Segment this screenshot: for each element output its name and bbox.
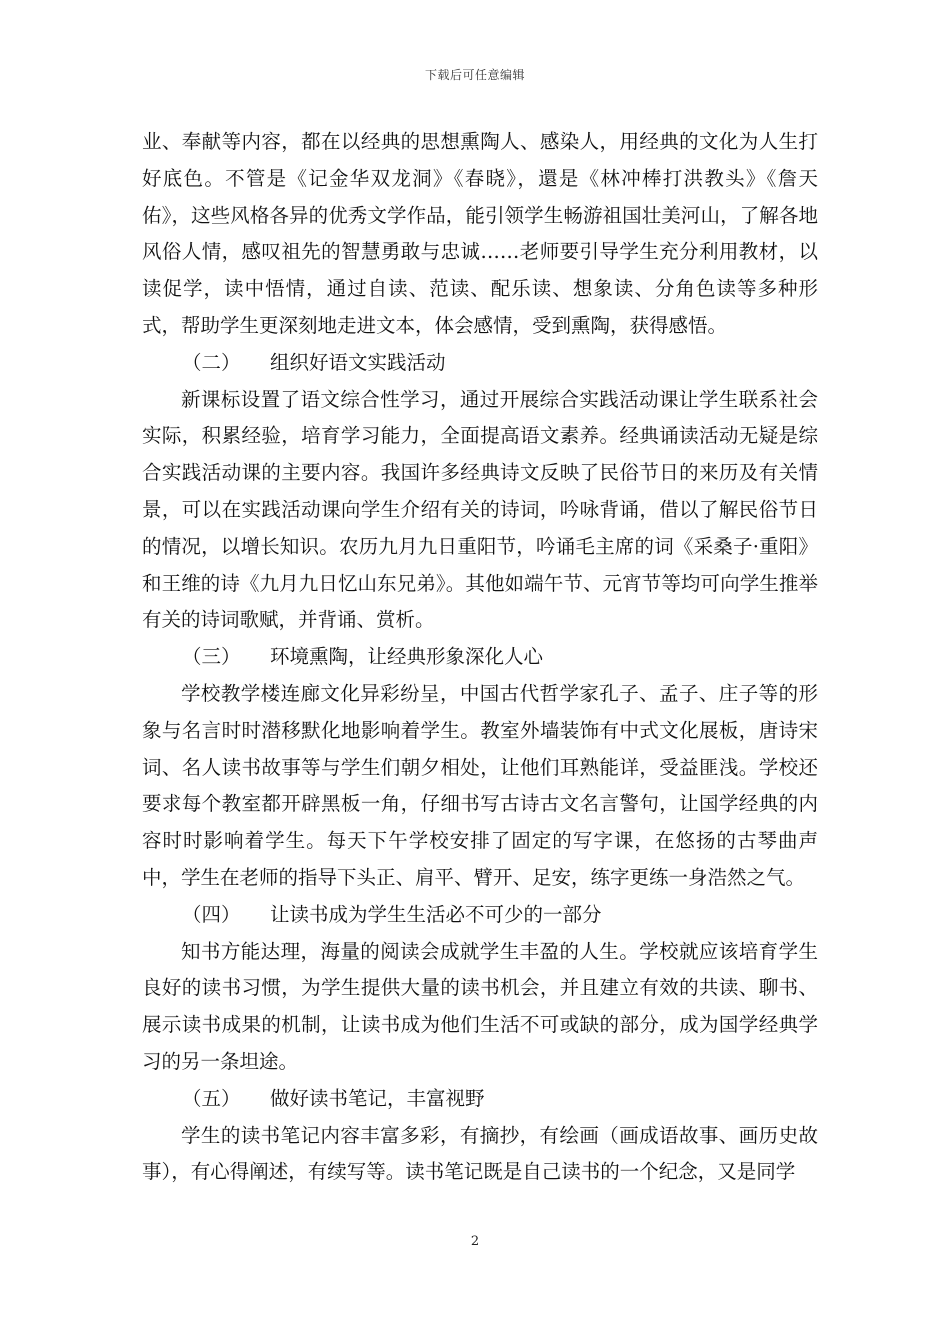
section-number-5: （五） bbox=[182, 1086, 241, 1110]
section-title-5: 做好读书笔记，丰富视野 bbox=[270, 1086, 485, 1110]
paragraph-section-5: 学生的读书笔记内容丰富多彩，有摘抄，有绘画（画成语故事、画历史故事），有心得阐述，有续写等。读书笔记既是自己读书的一个纪念，又是同学 bbox=[142, 1123, 818, 1184]
page-number: 2 bbox=[470, 1234, 480, 1249]
section-heading-4 bbox=[142, 897, 818, 934]
section-title-2: 组织好语文实践活动 bbox=[270, 350, 446, 374]
section-heading-3 bbox=[142, 639, 818, 676]
page-header: 下载后可任意编辑 bbox=[424, 68, 525, 82]
paragraph-continued: 业、奉献等内容，都在以经典的思想熏陶人、感染人，用经典的文化为人生打好底色。不管是《记金华双龙洞》《春晓》，還是《林冲棒打洪教头》《詹天佑》，这些风格各异的优秀文学作品，能引领学生畅游祖国壮美河山，了解各地风俗人情，感叹祖先的智慧勇敢与忠诚……老师要引导学生充分利用教材，以读促学，读中悟情，通过自读、范读、配乐读、想象读、分角色读等多种形式，帮助学生更深刻地走进文本，体会感情，受到熏陶，获得感悟。 bbox=[142, 130, 818, 337]
section-heading-2 bbox=[142, 345, 818, 382]
section-number-3: （三） bbox=[182, 645, 241, 669]
section-number-4: （四） bbox=[182, 902, 241, 926]
section-number-2: （二） bbox=[182, 350, 241, 374]
paragraph-section-2: 新课标设置了语文综合性学习，通过开展综合实践活动课让学生联系社会实际，积累经验，培育学习能力，全面提高语文素养。经典诵读活动无疑是综合实践活动课的主要内容。我国许多经典诗文反映了民俗节日的来历及有关情景，可以在实践活动课向学生介绍有关的诗词，吟咏背诵，借以了解民俗节日的情况，以增长知识。农历九月九日重阳节，吟诵毛主席的词《采桑子·重阳》和王维的诗《九月九日忆山东兄弟》。其他如端午节、元宵节等均可向学生推举有关的诗词歌赋，并背诵、赏析。 bbox=[142, 387, 818, 632]
section-title-3: 环境熏陶，让经典形象深化人心 bbox=[270, 645, 544, 669]
section-title-4: 让读书成为学生生活必不可少的一部分 bbox=[270, 902, 602, 926]
paragraph-section-4: 知书方能达理，海量的阅读会成就学生丰盈的人生。学校就应该培育学生良好的读书习惯，为学生提供大量的读书机会，并且建立有效的共读、聊书、展示读书成果的机制，让读书成为他们生活不可或缺的部分，成为国学经典学习的另一条坦途。 bbox=[142, 939, 818, 1073]
document-body bbox=[142, 124, 818, 1191]
paragraph-section-3: 学校教学楼连廊文化异彩纷呈，中国古代哲学家孔子、孟子、庄子等的形象与名言时时潜移默化地影响着学生。教室外墙装饰有中式文化展板，唐诗宋词、名人读书故事等与学生们朝夕相处，让他们耳熟能详，受益匪浅。学校还要求每个教室都开辟黑板一角，仔细书写古诗古文名言警句，让国学经典的内容时时影响着学生。每天下午学校安排了固定的写字课，在悠扬的古琴曲声中，学生在老师的指导下头正、肩平、臂开、足安，练字更练一身浩然之气。 bbox=[142, 681, 818, 889]
section-heading-5 bbox=[142, 1081, 818, 1118]
